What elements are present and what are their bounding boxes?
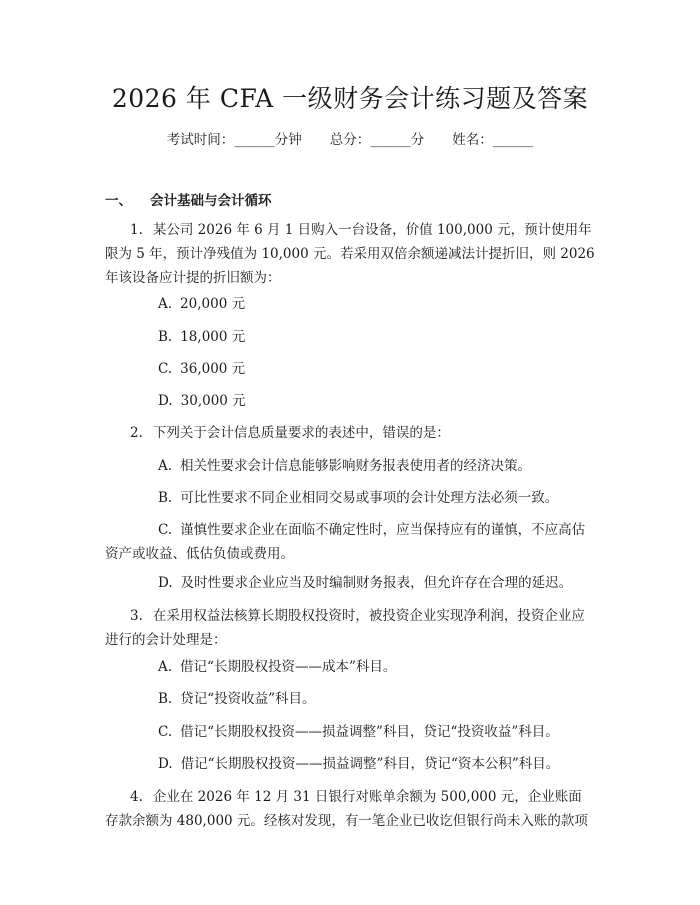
q2-option-c: [105, 518, 595, 566]
option-text: 借记“长期股权投资——损益调整”科目，贷记“资本公积”科目。: [180, 756, 560, 772]
section-title: 会计基础与会计循环: [150, 193, 272, 209]
option-text: 借记“长期股权投资——成本”科目。: [180, 659, 397, 675]
q1-option-d: [158, 389, 598, 413]
option-text: 谨慎性要求企业在面临不确定性时，应当保持应有的谨慎，不应高估资产或收益、低估负债或费用。: [105, 522, 586, 562]
exam-time-field: 考试时间：______分钟: [166, 132, 302, 148]
q1-option-a: [158, 292, 598, 316]
q3-option-d: [158, 752, 598, 776]
option-text: 18,000 元: [180, 329, 246, 345]
question-number: 2.: [130, 425, 143, 441]
option-text: 30,000 元: [180, 393, 246, 409]
question-number: 1.: [130, 222, 143, 238]
option-text: 36,000 元: [180, 361, 246, 377]
option-letter: D.: [158, 575, 173, 591]
section-heading: [105, 191, 272, 211]
option-letter: A.: [158, 659, 173, 675]
q2-option-d: [158, 571, 598, 595]
question-number: 4.: [130, 789, 143, 805]
option-letter: C.: [158, 724, 173, 740]
exam-info-line: [0, 130, 700, 150]
option-text: 及时性要求企业应当及时编制财务报表，但允许存在合理的延迟。: [180, 575, 573, 591]
option-text: 贷记“投资收益”科目。: [180, 691, 316, 707]
option-letter: B.: [158, 329, 173, 345]
option-letter: D.: [158, 756, 173, 772]
option-letter: B.: [158, 490, 173, 506]
question-text: 某公司 2026 年 6 月 1 日购入一台设备，价值 100,000 元，预计使用年限为 5 年，预计净残值为 10,000 元。若采用双倍余额递减法计提折旧，则 2026 年该设备应计提的折旧额为：: [105, 222, 595, 286]
name-field: 姓名：______: [452, 132, 534, 148]
option-letter: D.: [158, 393, 173, 409]
option-text: 相关性要求会计信息能够影响财务报表使用者的经济决策。: [180, 458, 532, 474]
option-letter: C.: [158, 361, 173, 377]
q1-option-c: [158, 357, 598, 381]
total-score-field: 总分：______分: [329, 132, 425, 148]
q3-option-b: [158, 687, 598, 711]
q1-option-b: [158, 325, 598, 349]
document-title: 2026 年 CFA 一级财务会计练习题及答案: [111, 84, 589, 113]
question-text: 企业在 2026 年 12 月 31 日银行对账单余额为 500,000 元，企业账面存款余额为 480,000 元。经核对发现，有一笔企业已收讫但银行尚未入账的款项: [105, 789, 588, 829]
question-text: 下列关于会计信息质量要求的表述中，错误的是：: [152, 425, 450, 441]
section-number: 一、: [105, 193, 132, 209]
option-text: 20,000 元: [180, 296, 246, 312]
option-letter: A.: [158, 296, 173, 312]
q3-option-a: [158, 655, 598, 679]
question-3: [105, 604, 595, 652]
question-text: 在采用权益法核算长期股权投资时，被投资企业实现净利润，投资企业应进行的会计处理是：: [105, 608, 585, 648]
question-2: [105, 421, 595, 445]
option-text: 借记“长期股权投资——损益调整”科目，贷记“投资收益”科目。: [180, 724, 559, 740]
question-number: 3.: [130, 608, 143, 624]
option-letter: C.: [158, 522, 173, 538]
option-text: 可比性要求不同企业相同交易或事项的会计处理方法必须一致。: [180, 490, 559, 506]
q2-option-b: [158, 486, 598, 510]
question-1: [105, 218, 595, 290]
option-letter: A.: [158, 458, 173, 474]
q2-option-a: [158, 454, 598, 478]
option-letter: B.: [158, 691, 173, 707]
q3-option-c: [158, 720, 598, 744]
question-4: [105, 785, 595, 833]
